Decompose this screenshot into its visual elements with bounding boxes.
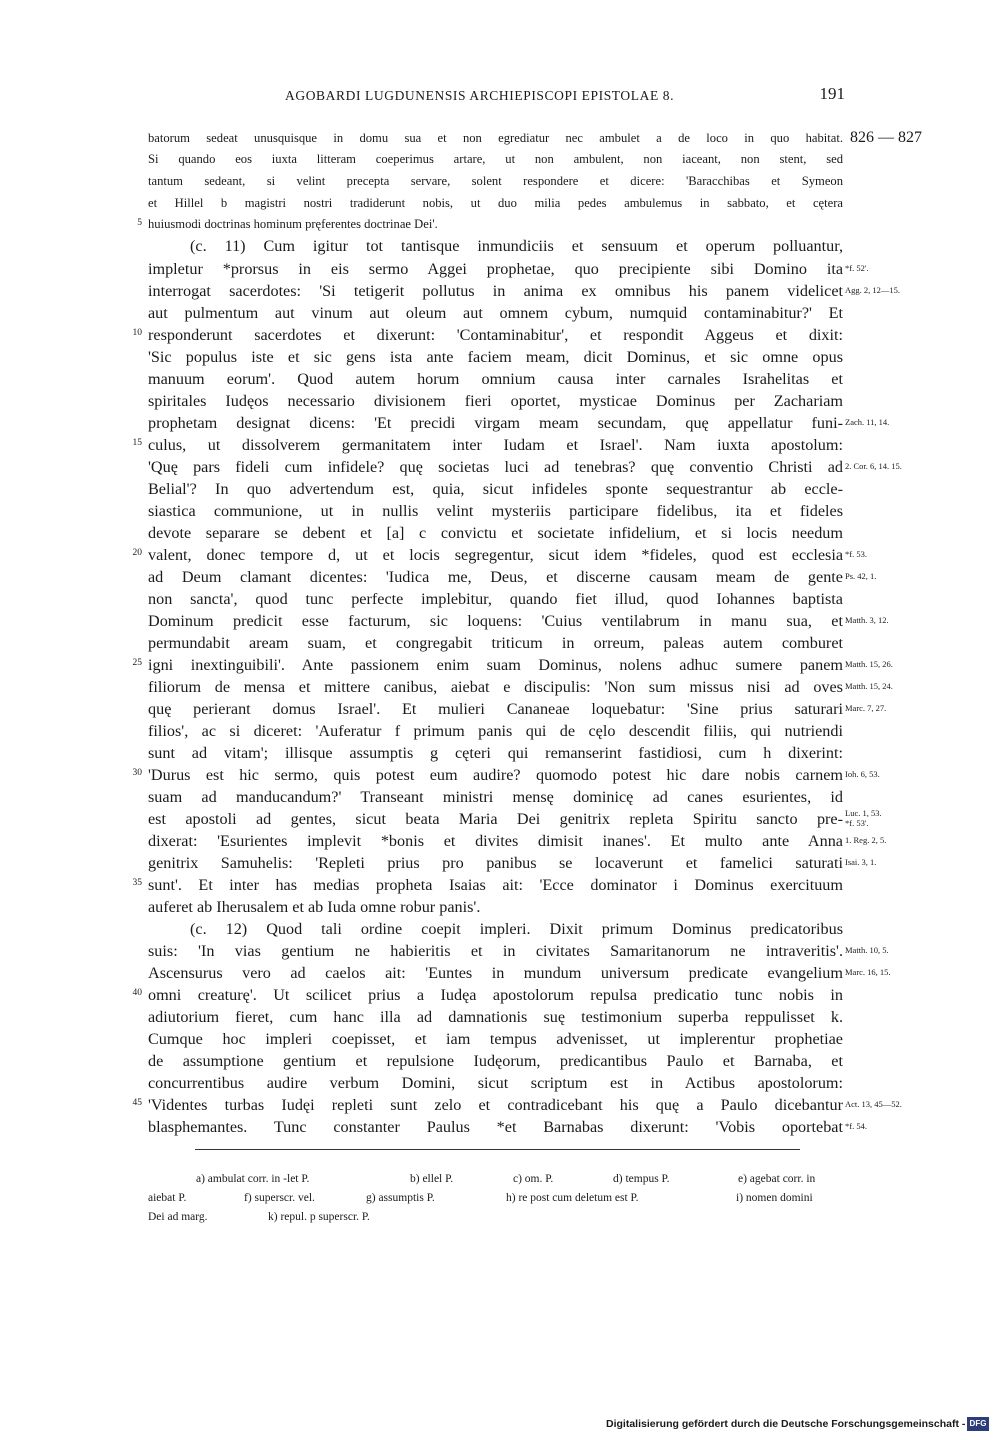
text-line: tantum sedeant, si velint precepta servare, solent respondere et dicere: 'Baracchibas et Symeon bbox=[148, 174, 843, 188]
text-line: quę perierant domus Israel'. Et mulieri Cananeae loquebatur: 'Sine prius saturari bbox=[148, 700, 843, 718]
text-line: est apostoli ad gentes, sicut beata Maria Dei genitrix repleta Spiritu sancto pre- bbox=[148, 810, 843, 828]
margin-note: 1. Reg. 2, 5. bbox=[845, 835, 887, 845]
text-line: culus, ut dissolverem germanitatem inter Iudam et Israel'. Nam iuxta apostolum: bbox=[148, 436, 843, 454]
text-line: de assumptione gentium et repulsione Iudęorum, predicantibus Paulo et Barnaba, et bbox=[148, 1052, 843, 1070]
text-line: suis: 'In vias gentium ne habieritis et in civitates Samaritanorum ne intraveritis'. bbox=[148, 942, 843, 960]
margin-note: Matth. 15, 24. bbox=[845, 681, 893, 691]
text-line: non sancta', quod tunc perfecte implebitur, quando fiet illud, quod Iohannes baptista bbox=[148, 590, 843, 608]
text-line: 'Durus est hic sermo, quis potest eum audire? quomodo potest hic dare nobis carnem bbox=[148, 766, 843, 784]
margin-note: Luc. 1, 53. bbox=[845, 808, 882, 818]
text-line: valent, donec tempore d, ut et locis segregentur, sicut idem *fideles, quod est ecclesia bbox=[148, 546, 843, 564]
text-line: spiritales Iudęos necessario divisionem fieri oportet, mysticae Dominus per Zachariam bbox=[148, 392, 843, 410]
footnote: k) repul. p superscr. P. bbox=[268, 1211, 370, 1223]
footnote: e) agebat corr. in bbox=[738, 1173, 816, 1185]
line-number: 35 bbox=[132, 878, 142, 888]
text-line: 'Sic populus iste et sic gens ista ante faciem meam, dicit Dominus, et sic omne opus bbox=[148, 348, 843, 366]
line-number: 45 bbox=[132, 1098, 142, 1108]
text-line: prophetam designat dicens: 'Et precidi virgam meam secundam, quę appellatur funi- bbox=[148, 414, 843, 432]
line-number: 20 bbox=[132, 548, 142, 558]
text-line: suam ad manducandum?' Transeant ministri mensę dominicę ad canes esurientes, id bbox=[148, 788, 843, 806]
text-line: auferet ab Iherusalem et ab Iuda omne robur panis'. bbox=[148, 898, 481, 916]
text-line: siastica communione, ut in nullis velint mysteriis participare fidelibus, ita et fideles bbox=[148, 502, 843, 520]
line-number: 5 bbox=[137, 218, 142, 228]
line-number: 25 bbox=[132, 658, 142, 668]
footnote: Dei ad marg. bbox=[148, 1211, 208, 1223]
text-line: (c. 11) Cum igitur tot tantisque inmundiciis et sensuum et operum polluantur, bbox=[190, 237, 843, 255]
text-line: filiorum de mensa et mittere canibus, aiebat e discipulis: 'Non sum missus nisi ad oves bbox=[148, 678, 843, 696]
margin-note: *f. 52'. bbox=[845, 263, 869, 273]
margin-note: Ps. 42, 1. bbox=[845, 571, 877, 581]
margin-note: Marc. 16, 15. bbox=[845, 967, 891, 977]
text-line: responderunt sacerdotes et dixerunt: 'Contaminabitur', et respondit Aggeus et dixit: bbox=[148, 326, 843, 344]
text-line: Si quando eos iuxta litteram coeperimus artare, ut non ambulent, non iaceant, non stent, sed bbox=[148, 152, 843, 166]
footnote: d) tempus P. bbox=[613, 1173, 670, 1185]
line-number: 40 bbox=[132, 988, 142, 998]
text-line: igni inextinguibili'. Ante passionem enim suam Dominus, nolens adhuc sumere panem bbox=[148, 656, 843, 674]
page-number: 191 bbox=[819, 84, 845, 103]
footnote-line bbox=[148, 1170, 843, 1188]
text-line: filios', ac si diceret: 'Auferatur f primum panis qui de cęlo descendit filiis, qui nutriendi bbox=[148, 722, 843, 740]
margin-note: *f. 53. bbox=[845, 549, 867, 559]
text-line: Cumque hoc impleri coepisset, et iam tempus advenisset, ut implerentur prophetiae bbox=[148, 1030, 843, 1048]
text-line: dixerat: 'Esurientes implevit *bonis et divites dimisit inanes'. Et multo ante Anna bbox=[148, 832, 843, 850]
text-line: genitrix Samuhelis: 'Repleti prius pro panibus se locaverunt et famelici saturati bbox=[148, 854, 843, 872]
margin-note: Ioh. 6, 53. bbox=[845, 769, 880, 779]
text-line: huiusmodi doctrinas hominum pręferentes doctrinae Dei'. bbox=[148, 217, 438, 231]
margin-note: Matth. 15, 26. bbox=[845, 659, 893, 669]
text-line: blasphemantes. Tunc constanter Paulus *et Barnabas dixerunt: 'Vobis oportebat bbox=[148, 1118, 843, 1136]
text-line: (c. 12) Quod tali ordine coepit impleri. Dixit primum Dominus predicatoribus bbox=[190, 920, 843, 938]
footnote: b) ellel P. bbox=[410, 1173, 454, 1185]
footnote: a) ambulat corr. in -let P. bbox=[196, 1173, 310, 1185]
margin-note: Matth. 10, 5. bbox=[845, 945, 889, 955]
margin-note: 2. Cor. 6, 14. 15. bbox=[845, 461, 902, 471]
text-line: batorum sedeat unusquisque in domu sua et non egrediatur nec ambulet a de loco in quo habitat. bbox=[148, 131, 843, 145]
line-number: 15 bbox=[132, 438, 142, 448]
text-line: concurrentibus audire verbum Domini, sicut scriptum est in Actibus apostolorum: bbox=[148, 1074, 843, 1092]
text-line: sunt ad vitam'; illisque assumptis g cęteri qui remanserint fastidiosi, cum h dixerint: bbox=[148, 744, 843, 762]
text-line: et Hillel b magistri nostri tradiderunt nobis, ut duo milia pedes ambulemus in sabbato, et cętera bbox=[148, 196, 843, 210]
text-line: omni creaturę'. Ut scilicet prius a Iudęa apostolorum repulsa predicatio tunc nobis in bbox=[148, 986, 843, 1004]
margin-note: Isai. 3, 1. bbox=[845, 857, 877, 867]
footnote-line bbox=[148, 1208, 843, 1226]
margin-note: Zach. 11, 14. bbox=[845, 417, 890, 427]
footnote: aiebat P. bbox=[148, 1192, 187, 1204]
text-line: impletur *prorsus in eis sermo Aggei prophetae, quo precipiente sibi Domino ita bbox=[148, 260, 843, 278]
margin-note: *f. 53'. bbox=[845, 818, 869, 828]
margin-note: Act. 13, 45—52. bbox=[845, 1099, 902, 1109]
text-line: permundabit aream suam, et congregabit triticum in orreum, paleas autem comburet bbox=[148, 634, 843, 652]
footnote: g) assumptis P. bbox=[366, 1192, 435, 1204]
text-line: interrogat sacerdotes: 'Si tetigerit pollutus in anima ex omnibus his panem videlicet bbox=[148, 282, 843, 300]
text-line: Ascensurus vero ad caelos ait: 'Euntes in mundum universum predicate evangelium bbox=[148, 964, 843, 982]
margin-note: Marc. 7, 27. bbox=[845, 703, 887, 713]
text-line: manuum eorum'. Quod autem horum omnium causa inter carnales Israhelitas et bbox=[148, 370, 843, 388]
page-header bbox=[285, 84, 845, 112]
text-line: Dominum predicit esse facturum, sic loquens: 'Cuius ventilabrum in manu sua, et bbox=[148, 612, 843, 630]
text-line: sunt'. Et inter has medias propheta Isaias ait: 'Ecce dominator i Dominus exercituum bbox=[148, 876, 843, 894]
footnote-line bbox=[148, 1189, 843, 1207]
date-marginal-note: 826 — 827 bbox=[850, 129, 922, 146]
footnote: h) re post cum deletum est P. bbox=[506, 1192, 639, 1204]
dfg-logo: DFG bbox=[967, 1417, 989, 1431]
footnote: f) superscr. vel. bbox=[244, 1192, 315, 1204]
text-line: adiutorium fieret, cum hanc illa ad damnationis suę testimonium superba reppulisset k. bbox=[148, 1008, 843, 1026]
footnote: i) nomen domini bbox=[736, 1192, 813, 1204]
margin-note: Matth. 3, 12. bbox=[845, 615, 889, 625]
running-head: AGOBARDI LUGDUNENSIS ARCHIEPISCOPI EPISTOLAE 8. bbox=[285, 88, 675, 103]
text-line: aut pulmentum aut vinum aut oleum aut omnem cybum, numquid contaminabitur?' Et bbox=[148, 304, 843, 322]
text-line: devote separare se debent et [a] c convictu et societate infidelium, et si locis needum bbox=[148, 524, 843, 542]
text-line: ad Deum clamant dicentes: 'Iudica me, Deus, et discerne causam meam de gente bbox=[148, 568, 843, 586]
text-line: 'Videntes turbas Iudęi repleti sunt zelo et contradicebant his quę a Paulo dicebantur bbox=[148, 1096, 843, 1114]
text-line: Belial'? In quo advertendum est, quia, sicut infideles sponte sequestrantur ab eccle- bbox=[148, 480, 843, 498]
footnote: c) om. P. bbox=[513, 1173, 554, 1185]
margin-note: *f. 54. bbox=[845, 1121, 867, 1131]
text-line: 'Quę pars fideli cum infidele? quę societas luci ad tenebras? quę conventio Christi ad bbox=[148, 458, 843, 476]
line-number: 10 bbox=[132, 328, 142, 338]
margin-note: Agg. 2, 12—15. bbox=[845, 285, 901, 295]
line-number: 30 bbox=[132, 768, 142, 778]
footnote-divider bbox=[195, 1149, 800, 1150]
digitization-credit: Digitalisierung gefördert durch die Deutsche Forschungsgemeinschaft - bbox=[606, 1418, 966, 1430]
